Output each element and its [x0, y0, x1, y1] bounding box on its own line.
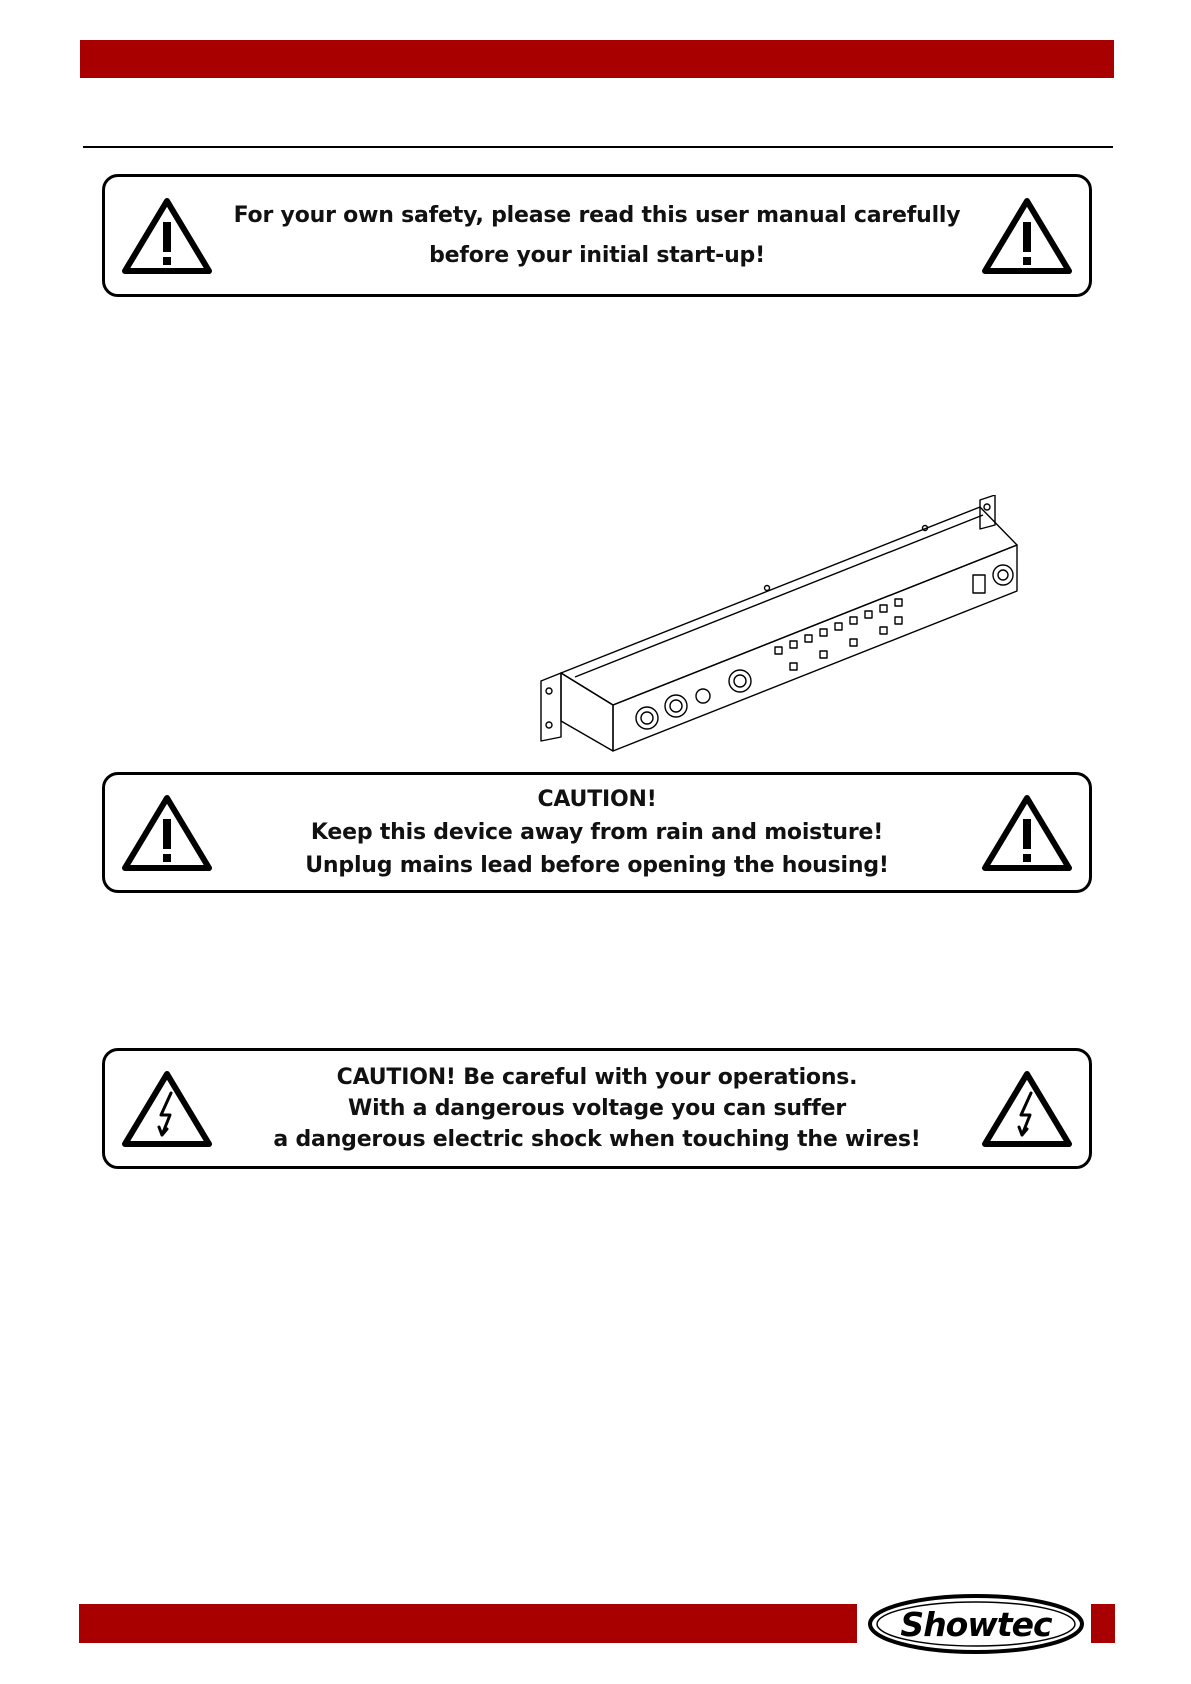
- safety-line-2: before your initial start-up!: [429, 242, 765, 268]
- warning-triangle-icon: [121, 196, 213, 276]
- high-voltage-triangle-icon: [121, 1069, 213, 1149]
- warning-triangle-icon: [121, 793, 213, 873]
- voltage-line-1: CAUTION! Be careful with your operations.: [336, 1065, 858, 1090]
- footer-bar: [79, 1604, 857, 1643]
- footer-bar-end: [1091, 1604, 1115, 1643]
- caution-warning-box: [102, 772, 1092, 893]
- voltage-line-3: a dangerous electric shock when touching the wires!: [273, 1127, 921, 1152]
- header-rule: [83, 146, 1113, 148]
- svg-text:Showtec: Showtec: [900, 1605, 1052, 1644]
- warning-triangle-icon: [981, 793, 1073, 873]
- safety-line-1: For your own safety, please read this user manual carefully: [233, 202, 961, 228]
- header-bar: [80, 40, 1114, 78]
- high-voltage-triangle-icon: [981, 1069, 1073, 1149]
- voltage-warning-box: [102, 1048, 1092, 1169]
- warning-triangle-icon: [981, 196, 1073, 276]
- caution-line-2: Keep this device away from rain and moisture!: [310, 820, 884, 845]
- showtec-logo: [867, 1593, 1085, 1655]
- safety-warning-box: [102, 174, 1092, 297]
- dmx-rack-unit-illustration: [535, 495, 1035, 753]
- voltage-line-2: With a dangerous voltage you can suffer: [348, 1096, 846, 1121]
- caution-line-3: Unplug mains lead before opening the housing!: [305, 853, 889, 878]
- caution-line-1: CAUTION!: [537, 787, 657, 812]
